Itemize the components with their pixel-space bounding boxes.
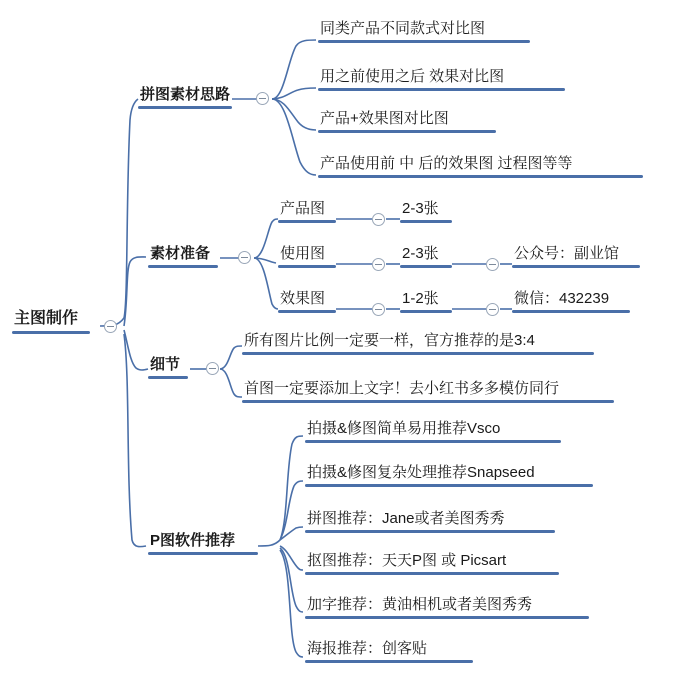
node-label: 拼图素材思路 [140, 86, 231, 103]
node-label: 拼图推荐：Jane或者美图秀秀 [307, 510, 505, 527]
mindmap-node-n2a1[interactable] [400, 200, 452, 223]
mindmap-node-n4a[interactable] [305, 420, 561, 443]
node-underline [138, 106, 232, 109]
collapse-toggle-n2b[interactable] [372, 258, 385, 271]
node-label: 拍摄&修图简单易用推荐Vsco [307, 420, 501, 437]
collapse-toggle-n1[interactable] [256, 92, 269, 105]
mindmap-node-n4e[interactable] [305, 596, 589, 619]
node-label: 使用图 [280, 245, 326, 262]
collapse-toggle-root[interactable] [104, 320, 117, 333]
node-underline [400, 220, 452, 223]
mindmap-node-n4c[interactable] [305, 510, 555, 533]
node-underline [305, 530, 555, 533]
node-underline [278, 310, 336, 313]
node-underline [318, 88, 565, 91]
mindmap-node-n4[interactable] [148, 532, 258, 555]
mindmap-node-n2b2[interactable] [512, 245, 640, 268]
mindmap-node-n4f[interactable] [305, 640, 473, 663]
node-label: 产品+效果图对比图 [320, 110, 449, 127]
mindmap-node-n2a[interactable] [278, 200, 336, 223]
mindmap-node-n3[interactable] [148, 356, 188, 379]
node-underline [305, 484, 593, 487]
node-label: 1-2张 [402, 290, 439, 307]
mindmap-node-root[interactable] [12, 310, 90, 334]
node-underline [148, 376, 188, 379]
collapse-toggle-n2a[interactable] [372, 213, 385, 226]
node-underline [318, 130, 496, 133]
mindmap-node-n2[interactable] [148, 245, 218, 268]
node-underline [148, 552, 258, 555]
mindmap-node-n4d[interactable] [305, 552, 559, 575]
mindmap-node-n1d[interactable] [318, 155, 643, 178]
node-underline [148, 265, 218, 268]
node-underline [278, 265, 336, 268]
mindmap-node-n1b[interactable] [318, 68, 565, 91]
node-label: 用之前使用之后 效果对比图 [320, 68, 505, 85]
mindmap-node-n2c2[interactable] [512, 290, 630, 313]
node-label: 加字推荐：黄油相机或者美图秀秀 [307, 596, 533, 613]
node-label: 同类产品不同款式对比图 [320, 20, 486, 37]
node-label: 所有图片比例一定要一样，官方推荐的是3:4 [244, 332, 535, 349]
node-underline [400, 265, 452, 268]
mindmap-node-n1a[interactable] [318, 20, 530, 43]
mindmap-node-n2b1[interactable] [400, 245, 452, 268]
node-underline [242, 400, 614, 403]
node-label: P图软件推荐 [150, 532, 236, 549]
node-underline [305, 440, 561, 443]
node-underline [305, 616, 589, 619]
collapse-toggle-n2b1[interactable] [486, 258, 499, 271]
node-underline [278, 220, 336, 223]
node-underline [305, 572, 559, 575]
node-label: 产品使用前 中 后的效果图 过程图等等 [320, 155, 573, 172]
collapse-toggle-n2[interactable] [238, 251, 251, 264]
node-label: 效果图 [280, 290, 326, 307]
node-label: 抠图推荐：天天P图 或 Picsart [307, 552, 507, 569]
node-underline [318, 175, 643, 178]
node-label: 产品图 [280, 200, 326, 217]
node-underline [512, 265, 640, 268]
node-underline [318, 40, 530, 43]
mindmap-node-n1c[interactable] [318, 110, 496, 133]
mindmap-node-n3a[interactable] [242, 332, 594, 355]
collapse-toggle-n3[interactable] [206, 362, 219, 375]
mindmap-node-n4b[interactable] [305, 464, 593, 487]
node-label: 素材准备 [150, 245, 211, 262]
mindmap-node-n3b[interactable] [242, 380, 614, 403]
node-label: 细节 [150, 356, 181, 373]
node-underline [242, 352, 594, 355]
node-label: 公众号：副业馆 [514, 245, 620, 262]
mindmap-node-n2b[interactable] [278, 245, 336, 268]
mindmap-node-n1[interactable] [138, 86, 232, 109]
collapse-toggle-n2c1[interactable] [486, 303, 499, 316]
node-underline [305, 660, 473, 663]
node-label: 拍摄&修图复杂处理推荐Snapseed [307, 464, 535, 481]
node-underline [400, 310, 452, 313]
node-underline [12, 331, 90, 334]
node-label: 2-3张 [402, 245, 439, 262]
mindmap-node-n2c1[interactable] [400, 290, 452, 313]
collapse-toggle-n2c[interactable] [372, 303, 385, 316]
node-label: 海报推荐：创客贴 [307, 640, 428, 657]
node-label: 微信：432239 [514, 290, 610, 307]
node-underline [512, 310, 630, 313]
node-label: 首图一定要添加上文字！去小红书多多模仿同行 [244, 380, 560, 397]
mindmap-node-n2c[interactable] [278, 290, 336, 313]
node-label: 2-3张 [402, 200, 439, 217]
node-label: 主图制作 [14, 310, 79, 327]
